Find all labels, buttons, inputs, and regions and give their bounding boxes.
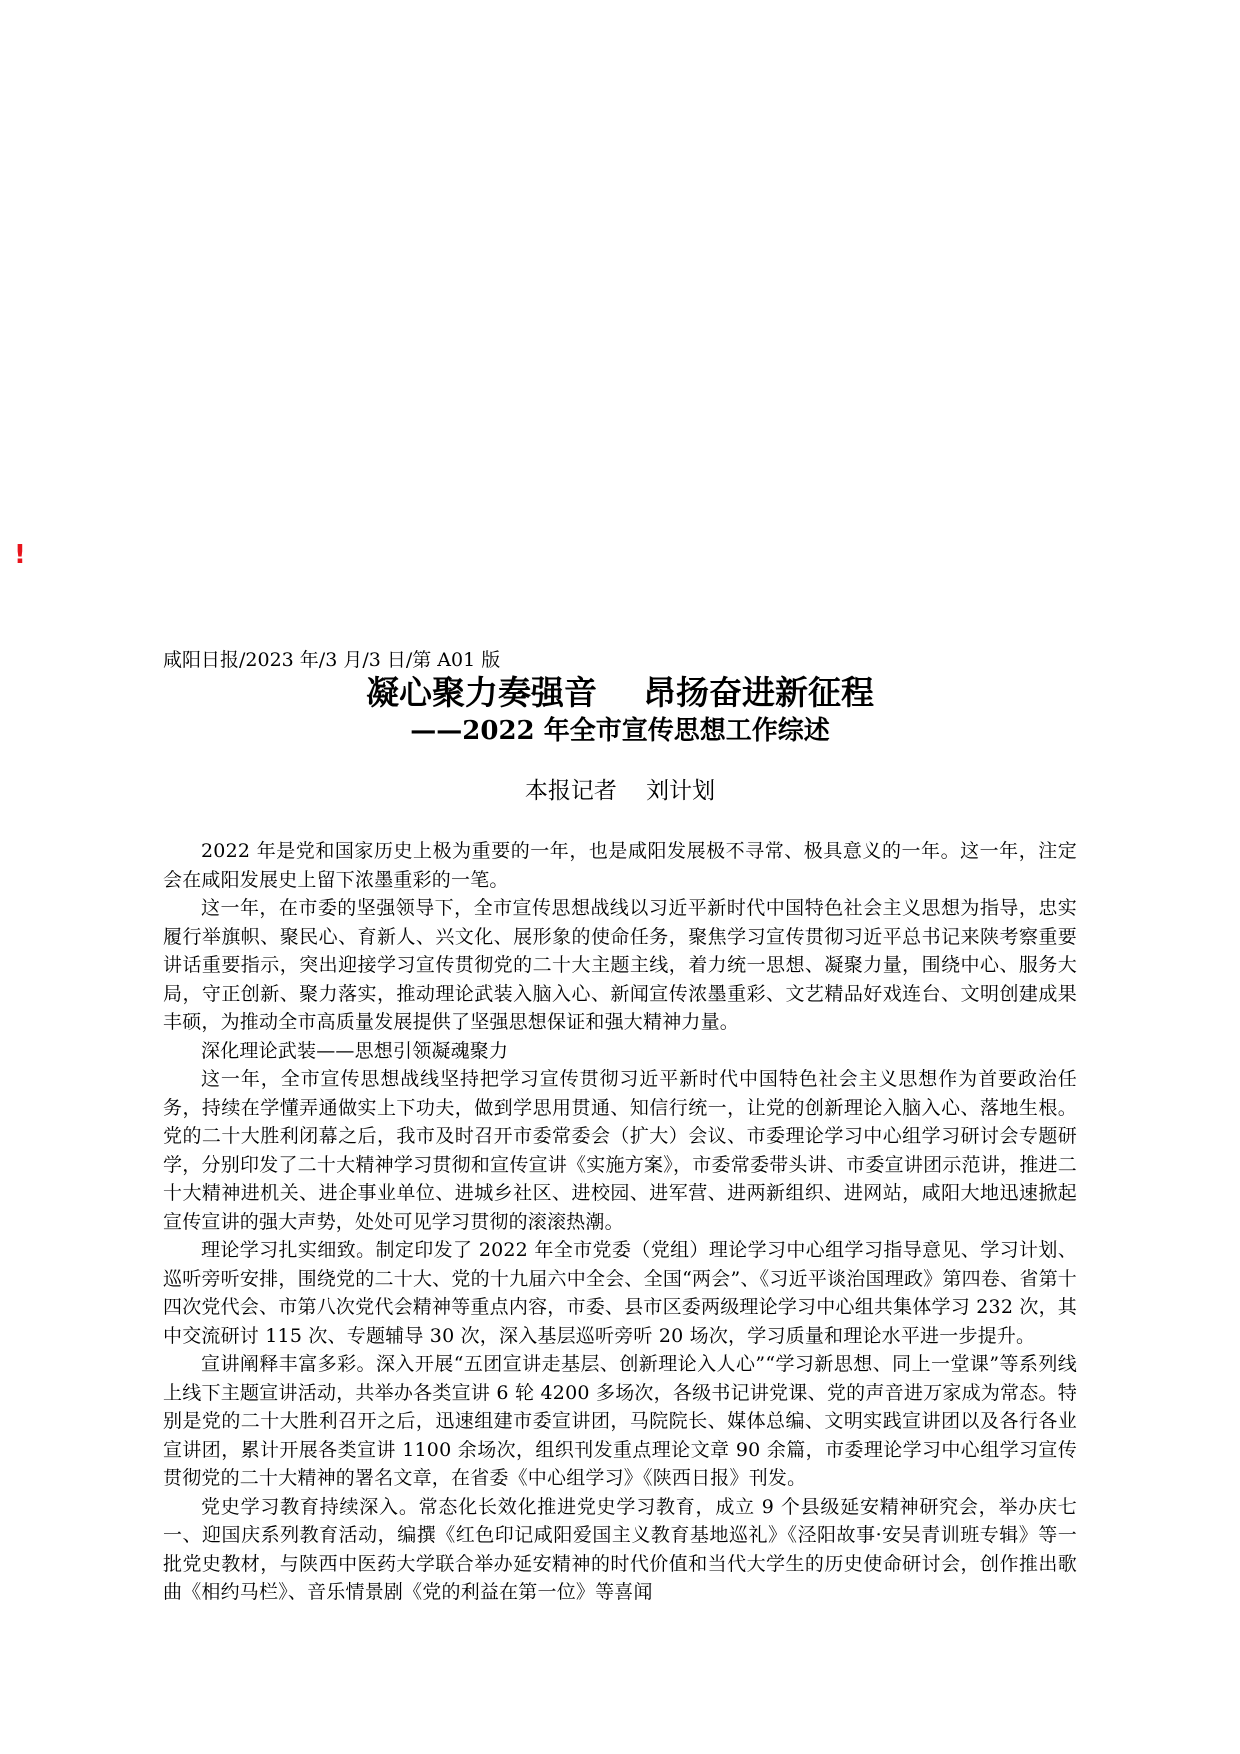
paragraph: 这一年，在市委的坚强领导下，全市宣传思想战线以习近平新时代中国特色社会主义思想为指导，忠实履行举旗帜、聚民心、育新人、兴文化、展形象的使命任务，聚焦学习宣传贯彻习近平总书记来陕考察重要讲话重要指示，突出迎接学习宣传贯彻党的二十大主题主线，着力统一思想、凝聚力量，围绕中心、服务大局，守正创新、聚力落实，推动理论武装入脑入心、新闻宣传浓墨重彩、文艺精品好戏连台、文明创建成果丰硕，为推动全市高质量发展提供了坚强思想保证和强大精神力量。 — [163, 897, 1077, 1033]
paragraph: 党史学习教育持续深入。常态化长效化推进党史学习教育，成立 9 个县级延安精神研究会，举办庆七一、迎国庆系列教育活动，编撰《红色印记咸阳爱国主义教育基地巡礼》《泾阳故事·安吴青训班专辑》等一批党史教材，与陕西中医药大学联合举办延安精神的时代价值和当代大学生的历史使命研讨会，创作推出歌曲《相约马栏》、音乐情景剧《党的利益在第一位》等喜闻 — [163, 1495, 1077, 1603]
paragraph: 宣讲阐释丰富多彩。深入开展“五团宣讲走基层、创新理论入人心”“学习新思想、同上一堂课”等系列线上线下主题宣讲活动，共举办各类宣讲 6 轮 4200 多场次，各级书记讲党课、党的声音进万家成为常态。特别是党的二十大胜利召开之后，迅速组建市委宣讲团，马院院长、媒体总编、文明实践宣讲团以及各行各业宣讲团，累计开展各类宣讲 1100 余场次，组织刊发重点理论文章 90 余篇，市委理论学习中心组学习宣传贯彻党的二十大精神的署名文章，在省委《中心组学习》《陕西日报》刊发。 — [163, 1353, 1077, 1489]
paragraph: 2022 年是党和国家历史上极为重要的一年，也是咸阳发展极不寻常、极具意义的一年。这一年，注定会在咸阳发展史上留下浓墨重彩的一笔。 — [163, 840, 1077, 891]
article-body — [163, 837, 1077, 1607]
article-subtitle: ——2022 年全市宣传思想工作综述 — [410, 716, 830, 746]
article-title: 凝心聚力奏强音 昂扬奋进新征程 — [366, 673, 874, 712]
article-byline: 本报记者 刘计划 — [524, 778, 716, 804]
section-heading: 深化理论武装——思想引领凝魂聚力 — [201, 1039, 509, 1062]
paragraph: 理论学习扎实细致。制定印发了 2022 年全市党委（党组）理论学习中心组学习指导意见、学习计划、巡听旁听安排，围绕党的二十大、党的十九届六中全会、全国“两会”、《习近平谈治国理政》第四卷、省第十四次党代会、市第八次党代会精神等重点内容，市委、县市区委两级理论学习中心组共集体学习 232 次，其中交流研讨 115 次、专题辅导 30 次，深入基层巡听旁听 20 场次，学习质量和理论水平进一步提升。 — [163, 1239, 1077, 1347]
source-line: 咸阳日报/2023 年/3 月/3 日/第 A01 版 — [163, 649, 501, 671]
red-exclamation-marker: ! — [14, 540, 26, 570]
paragraph: 这一年，全市宣传思想战线坚持把学习宣传贯彻习近平新时代中国特色社会主义思想作为首要政治任务，持续在学懂弄通做实上下功夫，做到学思用贯通、知信行统一，让党的创新理论入脑入心、落地生根。党的二十大胜利闭幕之后，我市及时召开市委常委会（扩大）会议、市委理论学习中心组学习研讨会专题研学，分别印发了二十大精神学习贯彻和宣传宣讲《实施方案》，市委常委带头讲、市委宣讲团示范讲，推进二十大精神进机关、进企事业单位、进城乡社区、进校园、进军营、进两新组织、进网站，咸阳大地迅速掀起宣传宣讲的强大声势，处处可见学习贯彻的滚滚热潮。 — [163, 1068, 1077, 1233]
